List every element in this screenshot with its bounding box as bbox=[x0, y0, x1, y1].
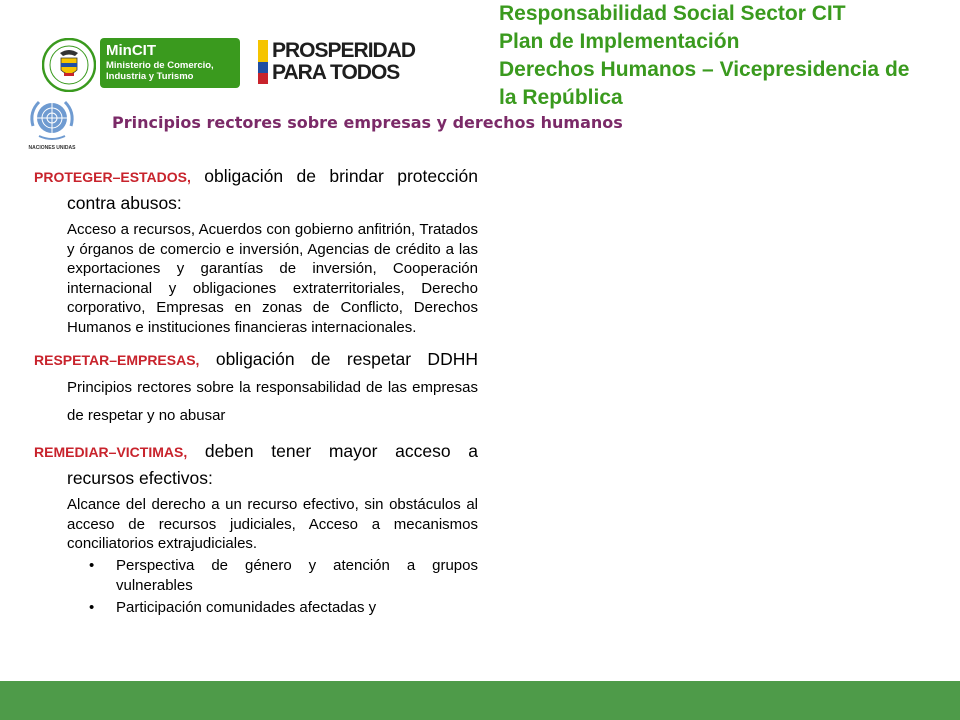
prosperidad-line-1: PROSPERIDAD bbox=[272, 39, 416, 62]
section-inline-body: Principios rectores sobre la responsabilidad de las empresas de respetar y no abusar bbox=[67, 379, 478, 424]
slide-title bbox=[499, 0, 909, 112]
title-line-1: Responsabilidad Social Sector CIT bbox=[499, 2, 846, 25]
content-body bbox=[34, 163, 478, 627]
mincit-logo-name: MinCIT bbox=[106, 42, 156, 59]
section-remediar bbox=[34, 438, 478, 618]
bullet-list bbox=[67, 556, 478, 618]
mincit-logo-subtitle bbox=[106, 60, 214, 82]
title-line-2: Plan de Implementación bbox=[499, 30, 740, 53]
section-heading bbox=[34, 438, 478, 491]
section-body: Acceso a recursos, Acuerdos con gobierno anfitrión, Tratados y órganos de comercio e inversión, Agencias de crédito a las exportaciones y garantías de inversión, Cooperación internacional y obligaciones extraterritoriales, Derecho corporativo, Empresas en zonas de Conflicto, Derechos Humanos e instituciones financieras internacionales. bbox=[67, 221, 478, 336]
united-nations-emblem-icon bbox=[27, 96, 77, 144]
mincit-sub-line-2: Industria y Turismo bbox=[106, 71, 194, 82]
section-key: REMEDIAR–VICTIMAS, bbox=[34, 444, 188, 460]
colombia-seal-logo bbox=[42, 38, 96, 92]
title-line-4: la República bbox=[499, 86, 623, 109]
section-heading bbox=[34, 346, 478, 429]
section-proteger bbox=[34, 163, 478, 337]
prosperidad-text bbox=[272, 40, 415, 84]
section-heading bbox=[34, 163, 478, 216]
section-head-text: deben tener mayor acceso a recursos efectivos: bbox=[67, 441, 478, 488]
subtitle: Principios rectores sobre empresas y derechos humanos bbox=[112, 113, 623, 132]
section-body: Alcance del derecho a un recurso efectivo, sin obstáculos al acceso de recursos judiciales, Acceso a mecanismos conciliatorios extrajudiciales. bbox=[67, 496, 478, 552]
prosperidad-logo bbox=[258, 40, 428, 86]
section-key: PROTEGER–ESTADOS, bbox=[34, 169, 191, 185]
section-key: RESPETAR–EMPRESAS, bbox=[34, 352, 200, 368]
prosperidad-line-2: PARA TODOS bbox=[272, 61, 400, 84]
title-line-3: Derechos Humanos – Vicepresidencia de bbox=[499, 58, 910, 81]
section-head-text: obligación de respetar DDHH bbox=[199, 349, 478, 369]
footer-bar bbox=[0, 681, 960, 720]
section-head-text: obligación de brindar protección contra abusos: bbox=[67, 166, 478, 213]
united-nations-caption: NACIONES UNIDAS bbox=[28, 145, 76, 151]
section-respetar bbox=[34, 346, 478, 429]
colombia-flag-icon bbox=[258, 40, 268, 84]
list-item: • Perspectiva de género y atención a grupos vulnerables bbox=[67, 556, 478, 596]
list-item: • Participación comunidades afectadas y bbox=[67, 598, 478, 618]
mincit-logo bbox=[100, 38, 240, 88]
mincit-sub-line-1: Ministerio de Comercio, bbox=[106, 60, 214, 71]
